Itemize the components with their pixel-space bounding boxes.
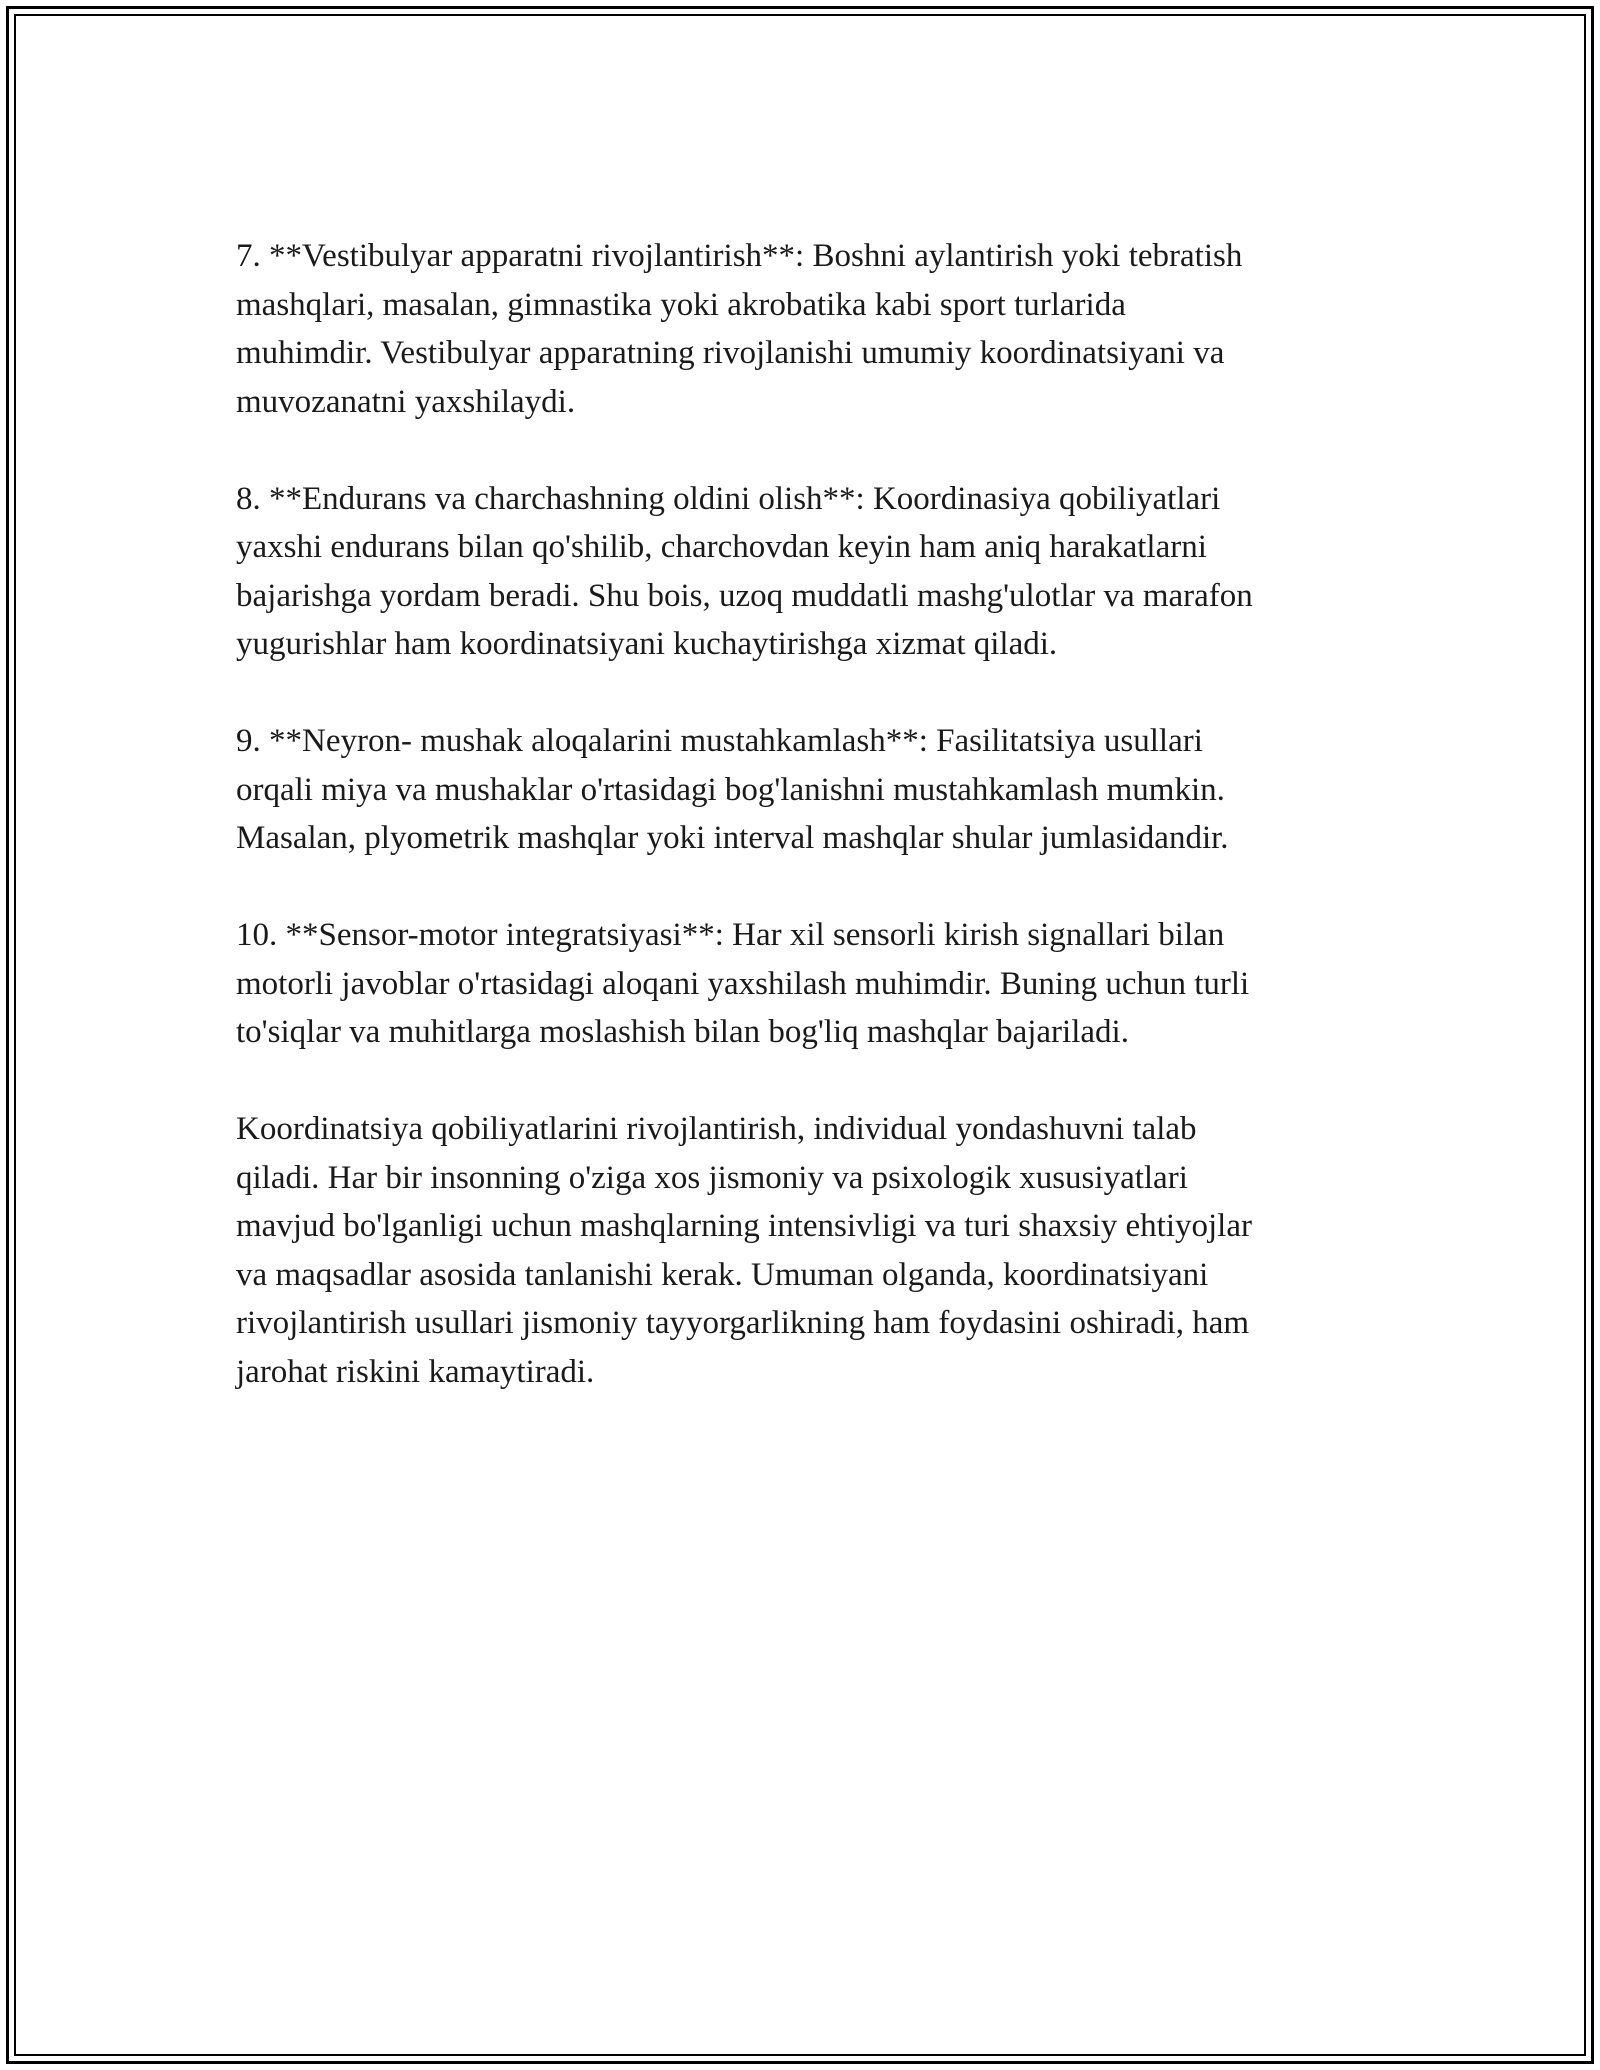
- paragraph-sensorimotor: 10. **Sensor-motor integratsiyasi**: Har xil sensorli kirish signallari bilan motorli javoblar o'rtasidagi aloqani yaxshilash muhimdir. Buning uchun turli to'siqlar va muhitlarga moslashish bilan bog'liq mashqlar bajariladi.: [236, 917, 1250, 1050]
- paragraph-neuromuscular: 9. **Neyron- mushak aloqalarini mustahkamlash**: Fasilitatsiya usullari orqali miya va mushaklar o'rtasidagi bog'lanishni mustahkamlash mumkin. Masalan, plyometrik mashqlar yoki interval mashqlar shular jumlasidandir.: [236, 723, 1229, 856]
- paragraph-conclusion: Koordinatsiya qobiliyatlarini rivojlantirish, individual yondashuvni talab qiladi. Har bir insonning o'ziga xos jismoniy va psixologik xususiyatlari mavjud bo'lganligi uchun mashqlarning intensivligi va turi shaxsiy ehtiyojlar va maqsadlar asosida tanlanishi kerak. Umuman olganda, koordinatsiyani rivojlantirish usullari jismoniy tayyorgarlikning ham foydasini oshiradi, ham jarohat riskini kamaytiradi.: [236, 1111, 1252, 1390]
- document-body: [236, 232, 1376, 1445]
- paragraph-endurance: 8. **Endurans va charchashning oldini olish**: Koordinasiya qobiliyatlari yaxshi endurans bilan qo'shilib, charchovdan keyin ham aniq harakatlarni bajarishga yordam beradi. Shu bois, uzoq muddatli mashg'ulotlar va marafon yugurishlar ham koordinatsiyani kuchaytirishga xizmat qiladi.: [236, 480, 1253, 662]
- paragraph-vestibular: 7. **Vestibulyar apparatni rivojlantirish**: Boshni aylantirish yoki tebratish mashqlari, masalan, gimnastika yoki akrobatika kabi sport turlarida muhimdir. Vestibulyar apparatning rivojlanishi umumiy koordinatsiyani va muvozanatni yaxshilaydi.: [236, 238, 1243, 420]
